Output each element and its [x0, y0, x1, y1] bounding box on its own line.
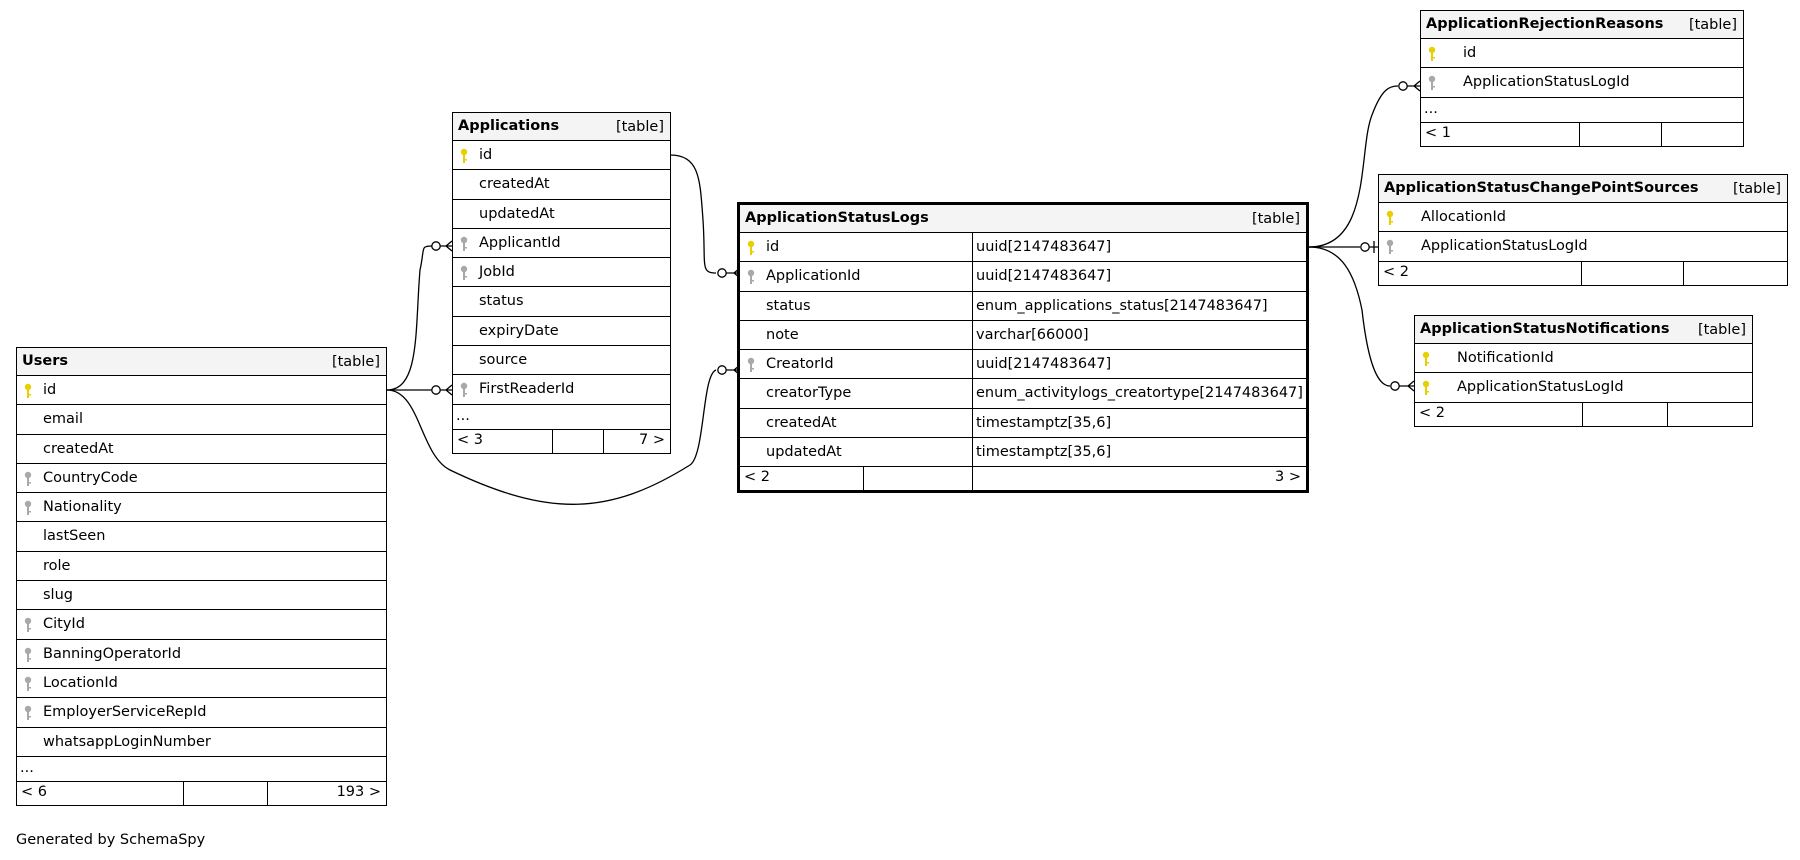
column-type: uuid[2147483647] [976, 239, 1112, 255]
table-header [1415, 316, 1752, 344]
column-name: email [43, 411, 83, 428]
column-name: expiryDate [479, 322, 559, 339]
footer-parents: < 2 [1383, 263, 1409, 280]
footer-children: 7 > [639, 431, 665, 448]
column-row[interactable] [453, 287, 670, 316]
table-applications[interactable] [452, 112, 671, 454]
table-name: Applications [458, 118, 560, 134]
column-name: creatorType [766, 385, 852, 402]
column-name: ApplicationStatusLogId [1421, 238, 1588, 255]
column-row[interactable] [740, 438, 1306, 467]
footer-parents: < 3 [457, 431, 483, 448]
table-name: ApplicationStatusNotifications [1420, 321, 1670, 337]
column-row[interactable] [1415, 373, 1752, 402]
column-row[interactable] [740, 321, 1306, 350]
column-row[interactable] [17, 640, 386, 669]
column-name: createdAt [766, 414, 837, 431]
foreign-key-icon [747, 357, 755, 373]
table-kind: [table] [1251, 211, 1300, 227]
table-name: ApplicationStatusLogs [745, 210, 929, 226]
column-row[interactable] [1415, 344, 1752, 373]
column-row[interactable] [1379, 232, 1787, 261]
column-row[interactable] [453, 346, 670, 375]
table-name: ApplicationRejectionReasons [1426, 16, 1664, 32]
column-list [1421, 39, 1743, 98]
column-type: timestamptz[35,6] [976, 414, 1112, 431]
column-name: source [479, 352, 528, 369]
more-columns: ... [453, 405, 670, 430]
table-footer [453, 430, 670, 453]
column-list [453, 141, 670, 405]
primary-key-icon [460, 148, 468, 164]
column-name: LocationId [43, 674, 118, 691]
footer-parents: < 1 [1425, 124, 1451, 141]
column-name: lastSeen [43, 528, 106, 545]
column-name: status [766, 297, 811, 314]
edge-applications-applicationid [670, 155, 716, 273]
column-row[interactable] [740, 409, 1306, 438]
column-row[interactable] [17, 698, 386, 727]
column-type: timestamptz[35,6] [976, 444, 1112, 461]
column-name: slug [43, 587, 73, 604]
column-name: id [43, 382, 57, 398]
foreign-key-icon [1386, 239, 1394, 255]
table-footer [1379, 262, 1787, 285]
primary-key-icon [1422, 380, 1430, 396]
column-row[interactable] [1379, 203, 1787, 232]
column-name: FirstReaderId [479, 381, 575, 398]
more-columns: ... [1421, 98, 1743, 123]
column-row[interactable] [17, 435, 386, 464]
column-row[interactable] [453, 375, 670, 404]
foreign-key-icon [460, 265, 468, 281]
column-name: note [766, 326, 799, 343]
column-row[interactable] [17, 728, 386, 757]
foreign-key-icon [24, 471, 32, 487]
table-application-status-notifications[interactable] [1414, 315, 1753, 427]
footer-children: 3 > [1275, 469, 1301, 486]
column-row[interactable] [740, 233, 1306, 262]
column-row[interactable] [1421, 68, 1743, 97]
column-row[interactable] [740, 292, 1306, 321]
column-name: ApplicantId [479, 234, 561, 251]
column-name: id [1463, 45, 1477, 61]
column-type: uuid[2147483647] [976, 356, 1112, 373]
table-kind: [table] [615, 119, 664, 135]
column-type: enum_activitylogs_creatortype[2147483647] [976, 385, 1303, 402]
table-name: ApplicationStatusChangePointSources [1384, 180, 1699, 196]
primary-key-icon [1386, 210, 1394, 226]
column-row[interactable] [453, 229, 670, 258]
column-row[interactable] [17, 464, 386, 493]
table-application-rejection-reasons[interactable] [1420, 10, 1744, 147]
column-row[interactable] [740, 262, 1306, 291]
column-row[interactable] [453, 200, 670, 229]
table-application-status-change-point-sources[interactable] [1378, 174, 1788, 286]
column-row[interactable] [1421, 39, 1743, 68]
column-type: enum_applications_status[2147483647] [976, 297, 1268, 314]
foreign-key-icon [24, 676, 32, 692]
column-name: updatedAt [479, 205, 555, 222]
column-name: status [479, 293, 524, 310]
column-name: AllocationId [1421, 209, 1506, 225]
column-row[interactable] [17, 405, 386, 434]
footer-parents: < 6 [21, 783, 47, 800]
column-name: CreatorId [766, 356, 834, 373]
column-row[interactable] [17, 581, 386, 610]
column-row[interactable] [17, 522, 386, 551]
foreign-key-icon [24, 500, 32, 516]
column-name: CityId [43, 616, 85, 633]
column-row[interactable] [17, 493, 386, 522]
column-row[interactable] [740, 350, 1306, 379]
column-name: id [766, 239, 780, 255]
column-name: whatsappLoginNumber [43, 733, 211, 750]
column-row[interactable] [453, 317, 670, 346]
table-kind: [table] [1732, 181, 1781, 197]
table-users[interactable] [16, 347, 387, 806]
edge-users-applicantid [387, 246, 432, 390]
foreign-key-icon [460, 382, 468, 398]
generator-credit: Generated by SchemaSpy [16, 832, 206, 848]
column-row[interactable] [17, 610, 386, 639]
column-name: ApplicationId [766, 268, 861, 285]
table-footer [1415, 403, 1752, 426]
column-name: updatedAt [766, 444, 842, 461]
foreign-key-icon [747, 269, 755, 285]
table-application-status-logs[interactable] [737, 202, 1309, 493]
column-row[interactable] [17, 669, 386, 698]
table-name: Users [22, 353, 69, 369]
column-type: uuid[2147483647] [976, 268, 1112, 285]
column-name: role [43, 557, 71, 574]
table-header [17, 348, 386, 376]
primary-key-icon [747, 240, 755, 256]
table-kind: [table] [331, 354, 380, 370]
footer-children: 193 > [336, 783, 381, 800]
table-header [740, 205, 1306, 233]
column-name: id [479, 147, 493, 163]
column-row[interactable] [740, 379, 1306, 408]
column-type: varchar[66000] [976, 326, 1089, 343]
column-row[interactable] [453, 170, 670, 199]
foreign-key-icon [460, 236, 468, 252]
column-name: JobId [479, 264, 515, 281]
primary-key-icon [1422, 351, 1430, 367]
table-footer [17, 782, 386, 805]
column-row[interactable] [17, 376, 386, 405]
column-list [17, 376, 386, 757]
column-name: EmployerServiceRepId [43, 704, 207, 721]
column-name: NotificationId [1457, 350, 1554, 366]
column-row[interactable] [453, 141, 670, 170]
foreign-key-icon [1428, 75, 1436, 91]
table-footer [740, 467, 1306, 490]
foreign-key-icon [24, 617, 32, 633]
table-header [1421, 11, 1743, 39]
primary-key-icon [24, 383, 32, 399]
column-list [740, 233, 1306, 467]
footer-parents: < 2 [1419, 404, 1445, 421]
table-header [453, 113, 670, 141]
column-list [1415, 344, 1752, 403]
table-footer [1421, 123, 1743, 146]
primary-key-icon [1428, 46, 1436, 62]
column-name: createdAt [43, 440, 114, 457]
table-kind: [table] [1697, 322, 1746, 338]
foreign-key-icon [24, 647, 32, 663]
column-name: BanningOperatorId [43, 645, 182, 662]
footer-parents: < 2 [744, 469, 770, 486]
column-row[interactable] [453, 258, 670, 287]
table-kind: [table] [1688, 17, 1737, 33]
column-list [1379, 203, 1787, 262]
table-header [1379, 175, 1787, 203]
foreign-key-icon [24, 705, 32, 721]
column-name: CountryCode [43, 469, 138, 486]
column-name: ApplicationStatusLogId [1457, 379, 1624, 396]
column-row[interactable] [17, 552, 386, 581]
column-name: Nationality [43, 499, 122, 516]
more-columns: ... [17, 757, 386, 782]
column-name: ApplicationStatusLogId [1463, 74, 1630, 91]
column-name: createdAt [479, 176, 550, 193]
